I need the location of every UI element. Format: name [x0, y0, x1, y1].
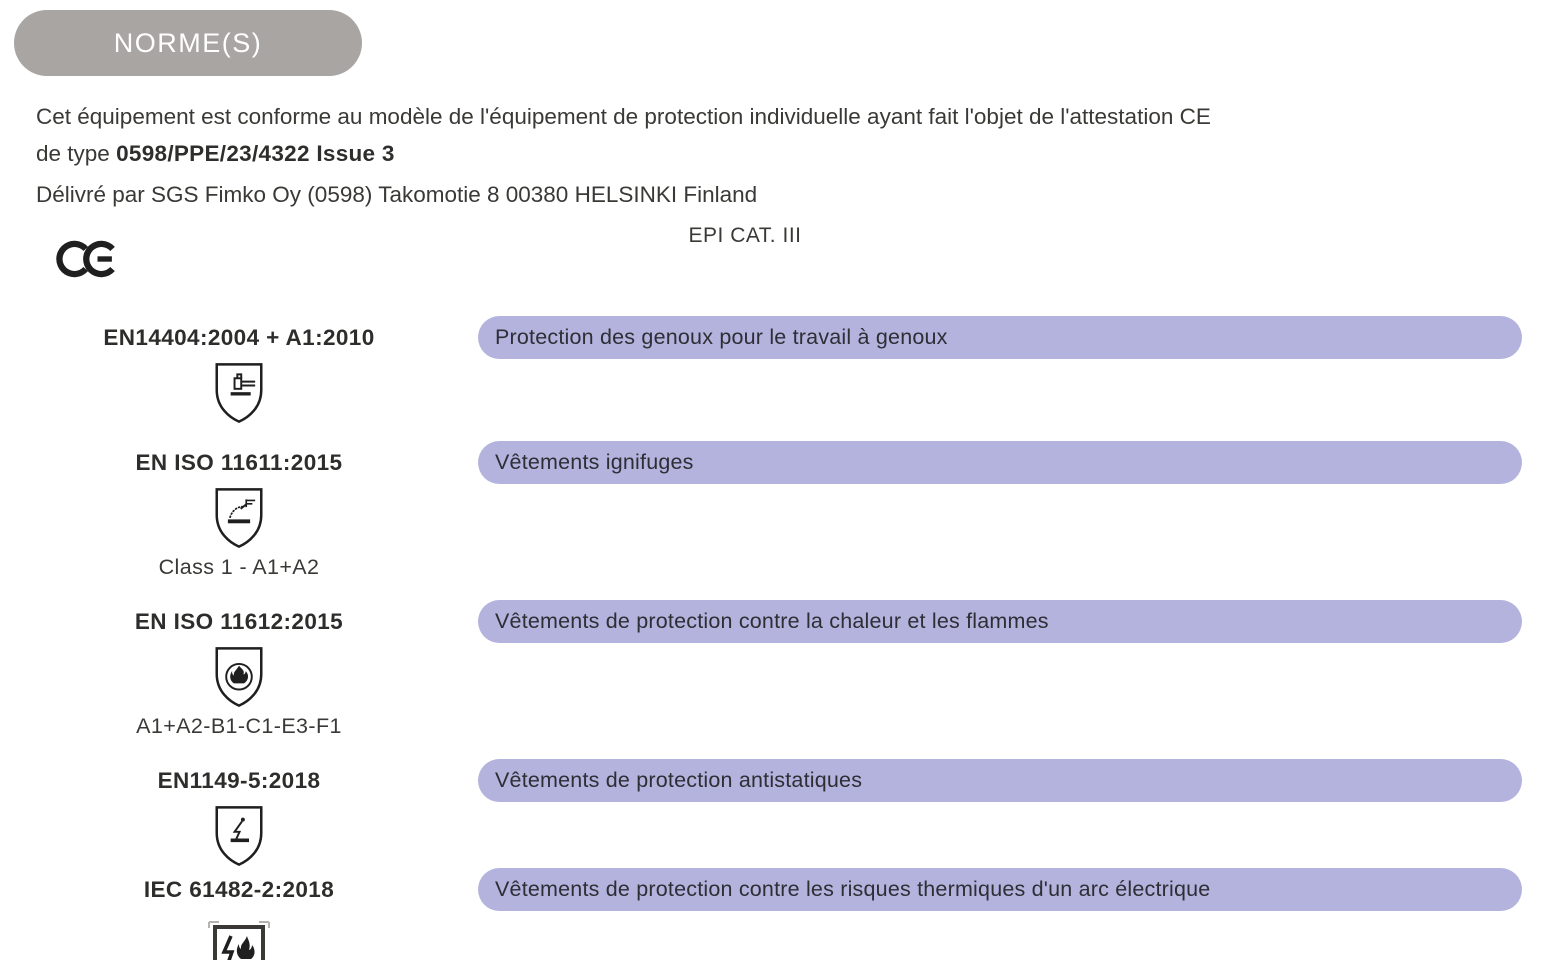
standard-description: Vêtements de protection contre la chaleur et les flammes: [495, 609, 1049, 633]
standard-description-bar: [478, 316, 1522, 359]
standard-left-column: [0, 441, 478, 580]
standard-code: EN ISO 11612:2015: [134, 609, 344, 634]
standard-description-bar: [478, 868, 1522, 911]
flame-shield-icon: [211, 645, 267, 709]
electric-arc-box-icon: [179, 919, 299, 960]
normes-header-pill: [14, 10, 362, 76]
intro-paragraph: [36, 98, 1511, 172]
standard-description: Protection des genoux pour le travail à genoux: [495, 325, 948, 349]
standard-classes: Class 1 - A1+A2: [158, 555, 320, 579]
standard-classes: A1+A2-B1-C1-E3-F1: [136, 714, 342, 738]
standard-description: Vêtements ignifuges: [495, 450, 694, 474]
standard-row: [0, 868, 1547, 960]
welding-shield-icon: [211, 486, 267, 550]
standard-description-bar: [478, 759, 1522, 802]
standard-description-bar: [478, 441, 1522, 484]
antistatic-shield-icon: [211, 804, 267, 868]
standard-description-bar: [478, 600, 1522, 643]
standard-left-column: [0, 868, 478, 960]
standard-row: [0, 759, 1547, 868]
standard-left-column: [0, 316, 478, 425]
standard-left-column: [0, 759, 478, 868]
intro-line2-prefix: de type: [36, 141, 117, 166]
normes-title: NORME(S): [113, 27, 263, 58]
standard-code: IEC 61482-2:2018: [143, 877, 335, 902]
standard-code: EN ISO 11611:2015: [135, 450, 343, 475]
knee-protection-shield-icon: [211, 361, 267, 425]
standard-description: Vêtements de protection antistatiques: [495, 768, 863, 792]
issued-by-line: Délivré par SGS Fimko Oy (0598) Takomotie 8 00380 HELSINKI Finland: [36, 182, 758, 207]
standard-row: [0, 441, 1547, 580]
standard-row: [0, 316, 1547, 425]
standard-code: EN1149-5:2018: [157, 768, 321, 793]
epi-category-label: EPI CAT. III: [688, 224, 802, 247]
ce-category-row: [0, 224, 1547, 288]
standard-code: EN14404:2004 + A1:2010: [103, 325, 375, 350]
standard-description: Vêtements de protection contre les risques thermiques d'un arc électrique: [495, 877, 1211, 901]
intro-line1: Cet équipement est conforme au modèle de l'équipement de protection individuelle ayant fait l'objet de l'attestation CE: [36, 104, 1211, 129]
standard-left-column: [0, 600, 478, 739]
standards-section: [0, 316, 1547, 960]
standard-row: [0, 600, 1547, 739]
certificate-number: 0598/PPE/23/4322 Issue 3: [116, 141, 395, 166]
